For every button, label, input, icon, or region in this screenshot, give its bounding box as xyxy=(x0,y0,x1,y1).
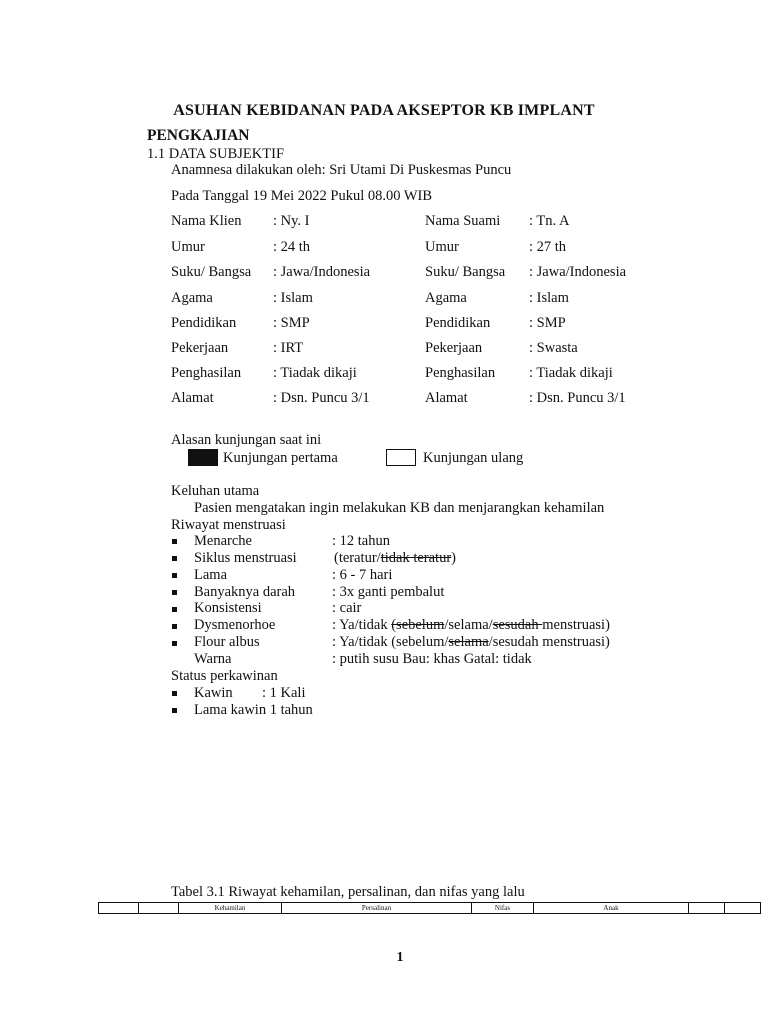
identity-value: : Dsn. Puncu 3/1 xyxy=(529,390,626,406)
anamnesa-line: Anamnesa dilakukan oleh: Sri Utami Di Puskesmas Puncu xyxy=(171,162,512,178)
flour-c: /sesudah menstruasi) xyxy=(488,634,610,650)
marriage-count-label: Kawin xyxy=(194,685,233,701)
first-visit-checkbox[interactable] xyxy=(188,449,218,466)
identity-value: : Jawa/Indonesia xyxy=(273,264,371,280)
bullet-icon xyxy=(172,556,177,561)
identity-label: Suku/ Bangsa xyxy=(171,264,252,280)
complaint-label: Keluhan utama xyxy=(171,483,260,499)
subsection-heading: 1.1 DATA SUBJEKTIF xyxy=(147,146,285,162)
flour-albus-value xyxy=(332,634,610,651)
bullet-icon xyxy=(172,590,177,595)
bullet-icon xyxy=(172,641,177,646)
identity-value: : Islam xyxy=(273,290,313,306)
identity-label: Nama Suami xyxy=(425,213,501,229)
identity-label: Penghasilan xyxy=(425,365,496,381)
identity-label: Pekerjaan xyxy=(425,340,483,356)
page-number: 1 xyxy=(396,950,404,965)
identity-value: : IRT xyxy=(273,340,304,356)
duration-label: Lama xyxy=(194,567,228,583)
identity-label: Alamat xyxy=(425,390,468,406)
table-header-cell xyxy=(725,903,761,914)
consistency-value: : cair xyxy=(332,600,362,616)
identity-label: Pekerjaan xyxy=(171,340,229,356)
bullet-icon xyxy=(172,691,177,696)
table-header-row xyxy=(99,903,761,914)
history-table xyxy=(98,902,761,914)
complaint-text: Pasien mengatakan ingin melakukan KB dan menjarangkan kehamilan xyxy=(194,500,605,516)
color-value: : putih susu Bau: khas Gatal: tidak xyxy=(332,651,532,667)
marriage-count-value: : 1 Kali xyxy=(262,685,306,701)
identity-value: : 24 th xyxy=(273,239,311,255)
identity-label: Nama Klien xyxy=(171,213,242,229)
marital-status-label: Status perkawinan xyxy=(171,668,278,684)
blood-amount-value: : 3x ganti pembalut xyxy=(332,584,445,600)
identity-value: : Swasta xyxy=(529,340,578,356)
dys-struck-2: sesudah xyxy=(492,617,543,633)
dys-c: /selama/ xyxy=(444,617,493,633)
identity-value: : Jawa/Indonesia xyxy=(529,264,627,280)
document-title: ASUHAN KEBIDANAN PADA AKSEPTOR KB IMPLANT xyxy=(173,102,595,119)
identity-label: Suku/ Bangsa xyxy=(425,264,506,280)
identity-value: : SMP xyxy=(529,315,566,331)
identity-label: Pendidikan xyxy=(171,315,237,331)
identity-value: : Tn. A xyxy=(529,213,570,229)
menstrual-history-label: Riwayat menstruasi xyxy=(171,517,286,533)
blood-amount-label: Banyaknya darah xyxy=(194,584,296,600)
date-line: Pada Tanggal 19 Mei 2022 Pukul 08.00 WIB xyxy=(171,188,433,204)
flour-a: : Ya/tidak (sebelum/ xyxy=(332,634,449,650)
identity-value: : SMP xyxy=(273,315,310,331)
dys-a: : Ya/tidak xyxy=(332,617,392,633)
table-header-cell: Nifas xyxy=(472,903,534,914)
bullet-icon xyxy=(172,624,177,629)
first-visit-label: Kunjungan pertama xyxy=(223,450,338,466)
cycle-value xyxy=(334,550,456,567)
table-header-cell: Kehamilan xyxy=(179,903,282,914)
repeat-visit-checkbox[interactable] xyxy=(386,449,416,466)
table-header-cell: Persalinan xyxy=(282,903,472,914)
table-header-cell xyxy=(689,903,725,914)
identity-label: Pendidikan xyxy=(425,315,491,331)
identity-value: : Tiadak dikaji xyxy=(273,365,357,381)
flour-albus-label: Flour albus xyxy=(194,634,260,650)
cycle-value-struck: tidak teratur xyxy=(380,550,452,566)
marriage-duration: Lama kawin 1 tahun xyxy=(194,702,313,718)
section-heading: PENGKAJIAN xyxy=(147,127,250,144)
identity-value: : Ny. I xyxy=(273,213,310,229)
color-label: Warna xyxy=(194,651,232,667)
cycle-value-a: (teratur/ xyxy=(334,550,381,566)
menarche-value: : 12 tahun xyxy=(332,533,390,549)
identity-value: : Tiadak dikaji xyxy=(529,365,613,381)
bullet-icon xyxy=(172,708,177,713)
table-header-cell xyxy=(99,903,139,914)
visit-reason-label: Alasan kunjungan saat ini xyxy=(171,432,322,448)
identity-label: Umur xyxy=(425,239,459,255)
bullet-icon xyxy=(172,539,177,544)
identity-value: : 27 th xyxy=(529,239,567,255)
identity-label: Umur xyxy=(171,239,205,255)
dys-struck-1: (sebelum xyxy=(391,617,445,633)
identity-value: : Dsn. Puncu 3/1 xyxy=(273,390,370,406)
identity-label: Alamat xyxy=(171,390,214,406)
cycle-value-c: ) xyxy=(451,550,457,566)
bullet-icon xyxy=(172,607,177,612)
bullet-icon xyxy=(172,573,177,578)
table-caption: Tabel 3.1 Riwayat kehamilan, persalinan, dan nifas yang lalu xyxy=(171,884,525,900)
dysmenorrhea-label: Dysmenorhoe xyxy=(194,617,276,633)
identity-value: : Islam xyxy=(529,290,569,306)
dysmenorrhea-value xyxy=(332,617,610,634)
identity-label: Penghasilan xyxy=(171,365,242,381)
consistency-label: Konsistensi xyxy=(194,600,262,616)
duration-value: : 6 - 7 hari xyxy=(332,567,393,583)
dys-e: menstruasi) xyxy=(542,617,610,633)
table-header-cell: Anak xyxy=(534,903,689,914)
identity-label: Agama xyxy=(425,290,467,306)
cycle-label: Siklus menstruasi xyxy=(194,550,297,566)
table-header-cell xyxy=(139,903,179,914)
identity-label: Agama xyxy=(171,290,213,306)
menarche-label: Menarche xyxy=(194,533,252,549)
repeat-visit-label: Kunjungan ulang xyxy=(423,450,524,466)
flour-struck: selama xyxy=(448,634,489,650)
